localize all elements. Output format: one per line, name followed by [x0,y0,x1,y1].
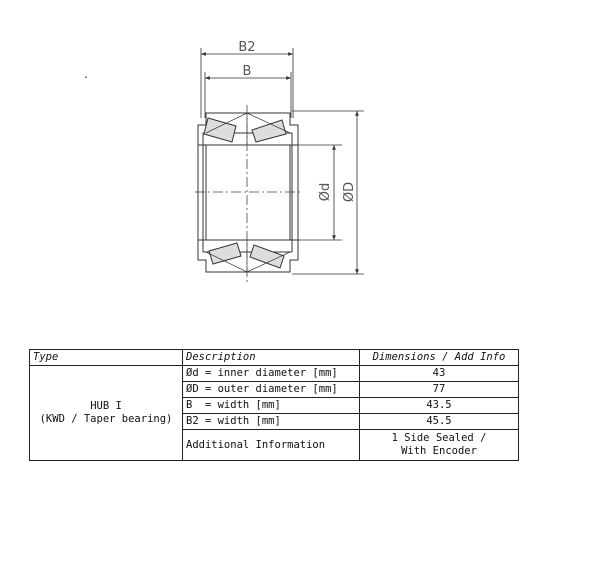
additional-description: Additional Information [183,430,360,461]
type-cell [30,366,183,461]
table-header-row [30,350,519,366]
stray-dot: . [84,67,88,81]
row-value: 45.5 [360,414,519,430]
row-description: Ød = inner diameter [mm] [183,366,360,382]
dim-label-b: B [242,64,252,79]
header-dimensions: Dimensions / Add Info [360,350,519,366]
additional-value-line2: With Encoder [401,445,477,457]
row-value: 43 [360,366,519,382]
additional-value [360,430,519,461]
header-type: Type [30,350,183,366]
additional-value-line1: 1 Side Sealed / [391,432,487,444]
specification-table [29,349,519,461]
dim-label-d-outer: ØD [342,181,357,203]
dim-label-b2: B2 [238,40,256,55]
type-name: HUB I [90,400,122,412]
row-value: 77 [360,382,519,398]
table-row [30,366,519,382]
row-value: 43.5 [360,398,519,414]
type-detail: (KWD / Taper bearing) [39,413,173,425]
row-description: B = width [mm] [183,398,360,414]
row-description: B2 = width [mm] [183,414,360,430]
dim-label-d-inner: Ød [318,182,333,202]
header-description: Description [183,350,360,366]
row-description: ØD = outer diameter [mm] [183,382,360,398]
